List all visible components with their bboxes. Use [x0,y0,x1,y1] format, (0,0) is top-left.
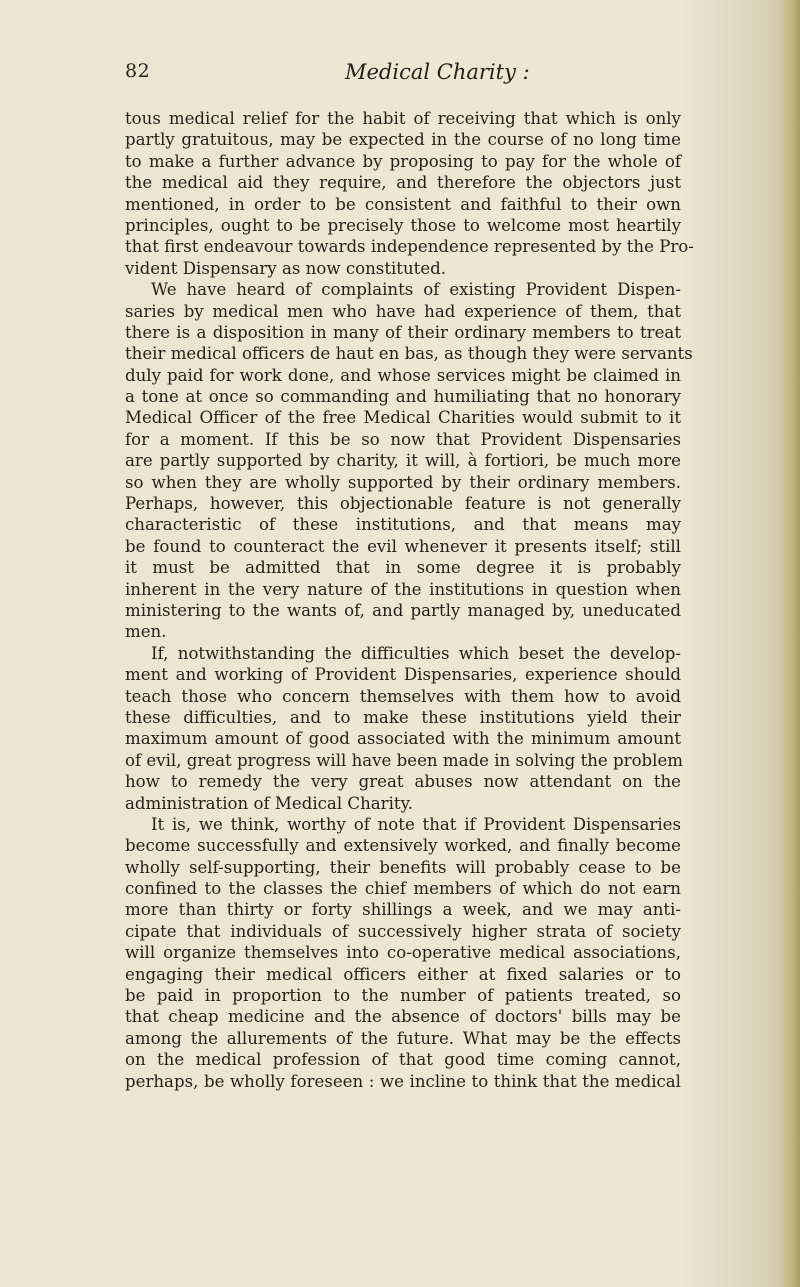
text-line: inherent in the very nature of the institutions in question when [125,579,681,599]
text-line: perhaps, be wholly foreseen : we incline to think that the medical [125,1071,681,1091]
text-line: will organize themselves into co-operative medical associations, [125,943,681,963]
text-line: men. [125,622,167,642]
text-line: ment and working of Provident Dispensaries, experience should [125,665,681,685]
text-line: principles, ought to be precisely those to welcome most heartily [125,215,681,235]
text-line: there is a disposition in many of their ordinary members to treat [125,322,681,342]
text-line: be found to counteract the evil whenever it presents itself; still [125,536,681,556]
text-line: be paid in proportion to the number of patients treated, so [125,986,681,1006]
text-line: these difficulties, and to make these institutions yield their [125,707,681,727]
text-line: to make a further advance by proposing to pay for the whole of [125,151,681,171]
text-line: that cheap medicine and the absence of doctors' bills may be [125,1007,681,1027]
text-line: tous medical relief for the habit of receiving that which is only [125,109,681,128]
page-edge-shadow [778,0,800,1287]
text-line: it must be admitted that in some degree it is probably [125,558,681,578]
text-line: duly paid for work done, and whose services might be claimed in [125,365,681,385]
text-line: teach those who concern themselves with them how to avoid [125,686,681,706]
text-line: on the medical profession of that good time coming cannot, [125,1050,681,1070]
text-line: ministering to the wants of, and partly managed by, uneducated [125,600,681,620]
text-line: so when they are wholly supported by their ordinary members. [125,472,681,492]
text-line: that first endeavour towards independence represented by the Pro- [125,237,694,257]
text-line: of evil, great progress will have been made in solving the problem [125,750,684,770]
text-line: their medical officers de haut en bas, as though they were servants [125,344,693,364]
paragraph-start-line: It is, we think, worthy of note that if Provident Dispensaries [151,814,681,834]
body-text [125,108,694,1092]
text-line: Medical Officer of the free Medical Charities would submit to it [125,408,681,428]
text-line: wholly self-supporting, their benefits will probably cease to be [125,857,681,877]
text-line: saries by medical men who have had experience of them, that [125,301,681,321]
text-line: confined to the classes the chief members of which do not earn [125,879,681,899]
text-line: among the allurements of the future. What may be the effects [125,1028,681,1048]
page-header [125,60,680,88]
text-line: cipate that individuals of successively higher strata of society [125,921,681,941]
text-line: for a moment. If this be so now that Provident Dispensaries [125,429,681,449]
text-line: engaging their medical officers either at fixed salaries or to [125,964,681,984]
paragraph-start-line: We have heard of complaints of existing Provident Dispen- [151,280,681,300]
page-number: 82 [125,60,151,82]
text-line: vident Dispensary as now constituted. [125,258,447,278]
text-line: are partly supported by charity, it will, à fortiori, be much more [125,451,681,471]
text-line: mentioned, in order to be consistent and faithful to their own [125,194,681,214]
text-line: maximum amount of good associated with the minimum amount [125,729,681,749]
text-line: characteristic of these institutions, and that means may [125,515,681,535]
text-line: Perhaps, however, this objectionable feature is not generally [125,494,681,514]
paragraph-start-line: If, notwithstanding the difficulties which beset the develop- [151,643,681,663]
text-line: administration of Medical Charity. [125,793,414,813]
text-line: how to remedy the very great abuses now attendant on the [125,772,681,792]
text-line: more than thirty or forty shillings a week, and we may anti- [125,900,681,920]
text-line: the medical aid they require, and therefore the objectors just [125,173,681,193]
text-line: partly gratuitous, may be expected in the course of no long time [125,130,681,150]
running-title: Medical Charity : [345,60,530,84]
text-line: become successfully and extensively worked, and finally become [125,836,681,856]
text-line: a tone at once so commanding and humiliating that no honorary [125,387,681,407]
